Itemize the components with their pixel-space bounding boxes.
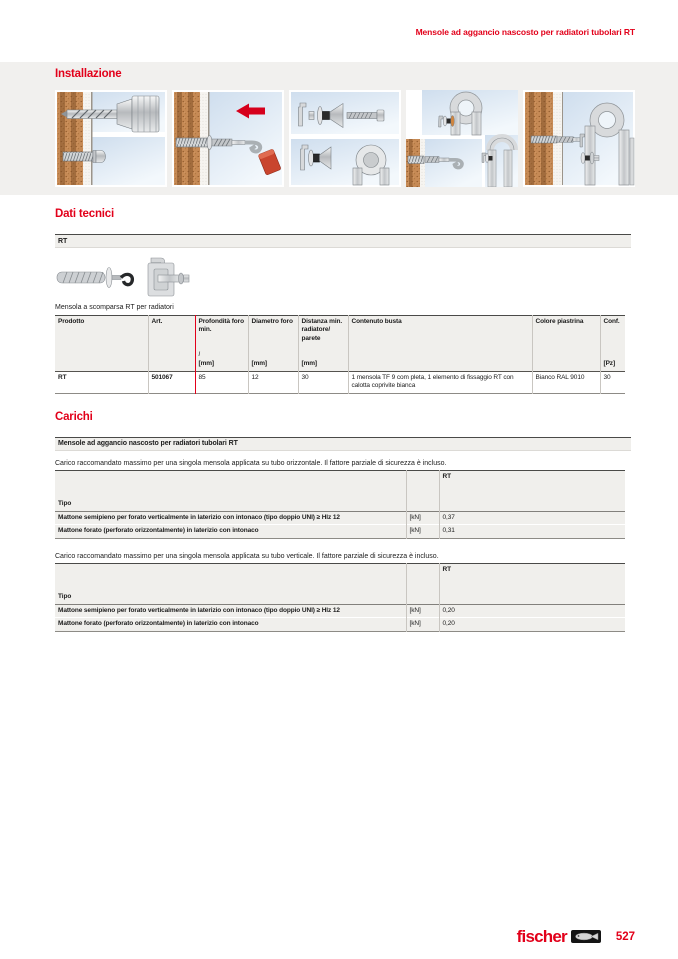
tipo-header-cell: Tipo [55,470,406,511]
unit-header-cell [406,563,439,604]
load-row-tipo: Mattone semipieno per forato verticalmente in laterizio con intonaco (tipo doppio UNI) ≥ Hlz 12 [55,604,406,617]
cell-conf: 30 [600,372,625,394]
dati-tecnici-title: Dati tecnici [55,208,114,220]
installation-step-2-illustration [172,90,284,187]
carichi-intro-horizontal: Carico raccomandato massimo per una singola mensola applicata su tubo orizzontale. Il fattore parziale di sicurezza è incluso. [55,459,447,467]
load-row-tipo: Mattone semipieno per forato verticalmente in laterizio con intonaco (tipo doppio UNI) ≥ Hlz 12 [55,511,406,524]
products-table-row [55,372,625,394]
unit-header-cell [406,470,439,511]
page-footer [517,928,635,945]
load-row [55,618,625,631]
carichi-intro-vertical: Carico raccomandato massimo per una singola mensola applicata su tubo verticale. Il fattore parziale di sicurezza è incluso. [55,552,439,560]
load-row [55,604,625,617]
installation-step-4-illustration [406,90,518,187]
page-header-title: Mensole ad aggancio nascosto per radiatori tubolari RT [415,27,635,37]
col-header-profondita: Profondità foro min. l [mm] [195,316,248,372]
loads-table-header-row [55,563,625,604]
cell-diametro: 12 [248,372,298,394]
col-header-colore: Colore piastrina [532,316,600,372]
load-row [55,525,625,538]
load-row-unit: [kN] [406,525,439,538]
load-row-value: 0,31 [439,525,625,538]
installation-section [0,62,678,195]
fischer-logo-text: fischer [516,927,567,946]
installation-step-1-illustration [55,90,167,187]
cell-distanza: 30 [298,372,348,394]
page-content [55,195,635,632]
load-row [55,511,625,524]
cell-contenuto: 1 mensola TF 9 com pleta, 1 elemento di fissaggio RT con calotta coprivite bianca [348,372,532,394]
loads-table-header-row [55,470,625,511]
product-photo-rt [55,256,190,302]
tipo-header-cell: Tipo [55,563,406,604]
installation-title: Installazione [55,68,122,80]
load-row-tipo: Mattone forato (perforato orizzontalmente) in laterizio con intonaco [55,525,406,538]
product-group-bar: RT [55,234,631,248]
load-row-value: 0,20 [439,604,625,617]
products-table-header-row [55,316,625,372]
loads-table-horizontal [55,470,625,539]
load-row-unit: [kN] [406,604,439,617]
carichi-group-bar: Mensole ad aggancio nascosto per radiatori tubolari RT [55,437,631,451]
page-number: 527 [615,930,635,943]
col-header-distanza: Distanza min. radiatore/ parete [mm] [298,316,348,372]
cell-prodotto: RT [55,372,148,394]
loads-table-vertical [55,563,625,632]
installation-step-3-illustration [289,90,401,187]
cell-art: 501067 [148,372,195,394]
fischer-fish-icon [571,930,601,943]
col-header-conf: Conf. [Pz] [600,316,625,372]
load-row-value: 0,20 [439,618,625,631]
product-caption: Mensola a scomparsa RT per radiatori [55,304,174,311]
load-row-tipo: Mattone forato (perforato orizzontalmente) in laterizio con intonaco [55,618,406,631]
load-row-unit: [kN] [406,511,439,524]
cell-colore: Bianco RAL 9010 [532,372,600,394]
rt-column-header: RT [439,470,625,511]
col-header-diametro: Diametro foro [mm] [248,316,298,372]
cell-profondita: 85 [195,372,248,394]
col-header-contenuto: Contenuto busta [348,316,532,372]
load-row-value: 0,37 [439,511,625,524]
load-row-unit: [kN] [406,618,439,631]
products-table [55,315,625,394]
installation-step-5-illustration [523,90,635,187]
rt-column-header: RT [439,563,625,604]
installation-steps-row [55,90,635,187]
col-header-art: Art. [148,316,195,372]
col-header-prodotto: Prodotto [55,316,148,372]
carichi-title: Carichi [55,410,93,423]
